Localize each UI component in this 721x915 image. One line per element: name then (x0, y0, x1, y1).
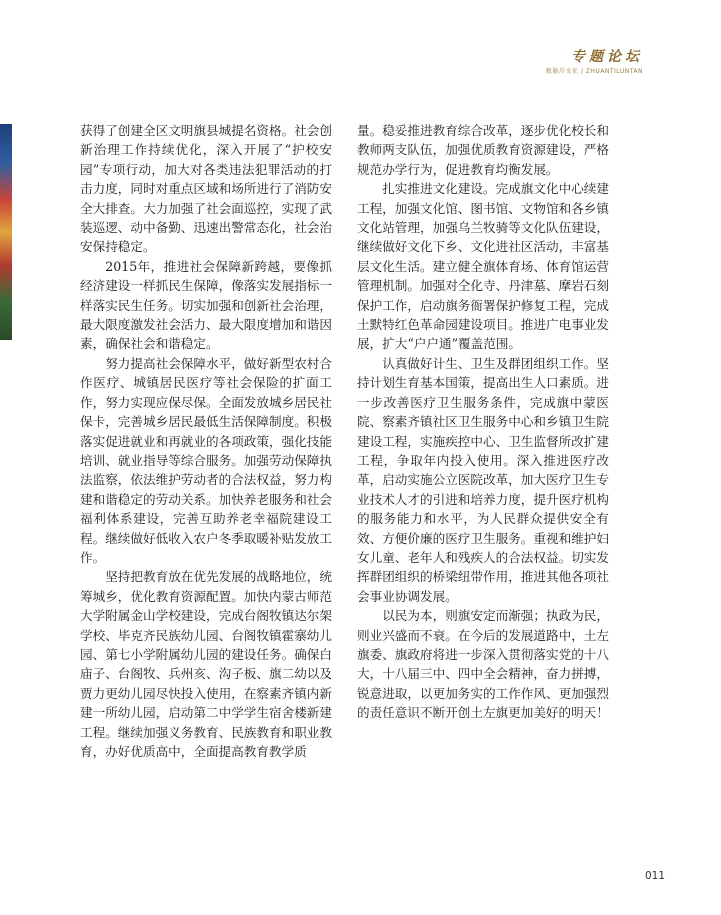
section-subtitle: 敕勒川文化 / ZHUANTILUNTAN (545, 68, 643, 75)
left-text-column (80, 121, 332, 761)
right-text-column (357, 121, 609, 723)
paragraph: 获得了创建全区文明旗县城提名资格。社会创新治理工作持续优化，深入开展了“护校安园”专项行动，加大对各类违法犯罪活动的打击力度，同时对重点区域和场所进行了消防安全大排查。大力加强了社会面巡控，实现了武装巡逻、动中备勤、迅速出警常态化，社会治安保持稳定。 (80, 123, 332, 255)
paragraph: 坚持把教育放在优先发展的战略地位，统筹城乡，优化教育资源配置。加快内蒙古师范大学附属金山学校建设，完成台阁牧镇达尔架学校、毕克齐民族幼儿园、台阁牧镇霍寨幼儿园、第七小学附属幼儿园的建设任务。确保白庙子、台阁牧、兵州亥、沟子板、旗二幼以及贾力更幼儿园尽快投入使用，在察素齐镇内新建一所幼儿园，启动第二中学学生宿舍楼新建工程。继续加强义务教育、民族教育和职业教育，办好优质高中，全面提高教育教学质 (80, 569, 332, 759)
paragraph: 认真做好计生、卫生及群团组织工作。坚持计划生育基本国策，提高出生人口素质。进一步改善医疗卫生服务条件，完成旗中蒙医院、察素齐镇社区卫生服务中心和乡镇卫生院建设工程，实施疾控中心、卫生监督所改扩建工程，争取年内投入使用。深入推进医疗改革，启动实施公立医院改革，加大医疗卫生专业技术人才的引进和培养力度，提升医疗机构的服务能力和水平，为人民群众提供安全有效、方便价廉的医疗卫生服务。重视和维护妇女儿童、老年人和残疾人的合法权益。切实发挥群团组织的桥梁纽带作用，推进其他各项社会事业协调发展。 (357, 355, 609, 604)
paragraph: 扎实推进文化建设。完成旗文化中心续建工程，加强文化馆、图书馆、文物馆和各乡镇文化站管理，加强乌兰牧骑等文化队伍建设，继续做好文化下乡、文化进社区活动，丰富基层文化生活。建立健全旗体育场、体育馆运营管理机制。加强对仝化寺、丹津墓、摩岩石刻保护工作，启动旗务衙署保护修复工程，完成土默特红色革命园建设项目。推进广电事业发展，扩大“户户通”覆盖范围。 (357, 181, 609, 352)
paragraph: 2015年，推进社会保障新跨越，要像抓经济建设一样抓民生保障，像落实发展指标一样落实民生任务。切实加强和创新社会治理，最大限度激发社会活力、最大限度增加和谐因素，确保社会和谐稳定。 (80, 258, 332, 352)
paragraph: 量。稳妥推进教育综合改革，逐步优化校长和教师两支队伍，加强优质教育资源建设，严格规范办学行为，促进教育均衡发展。 (357, 123, 609, 177)
paragraph: 努力提高社会保障水平，做好新型农村合作医疗、城镇居民医疗等社会保险的扩面工作，努力实现应保尽保。全面发放城乡居民社保卡，完善城乡居民最低生活保障制度。积极落实促进就业和再就业的各项政策，强化技能培训、就业指导等综合服务。加强劳动保障执法监察，依法维护劳动者的合法权益，努力构建和谐稳定的劳动关系。加快养老服务和社会福利体系建设，完善互助养老幸福院建设工程。继续做好低收入农户冬季取暖补贴发放工作。 (80, 355, 332, 565)
section-title: 专题论坛 (571, 49, 643, 65)
page-number: 011 (644, 870, 665, 882)
paragraph: 以民为本，则旗安定而渐强；执政为民，则业兴盛而不衰。在今后的发展道路中，土左旗委、旗政府将进一步深入贯彻落实党的十八大，十八届三中、四中全会精神，奋力拼搏，锐意进取，以更加务实的工作作风、更加强烈的责任意识不断开创土左旗更加美好的明天！ (357, 608, 609, 721)
photo-edge-image (0, 124, 12, 340)
